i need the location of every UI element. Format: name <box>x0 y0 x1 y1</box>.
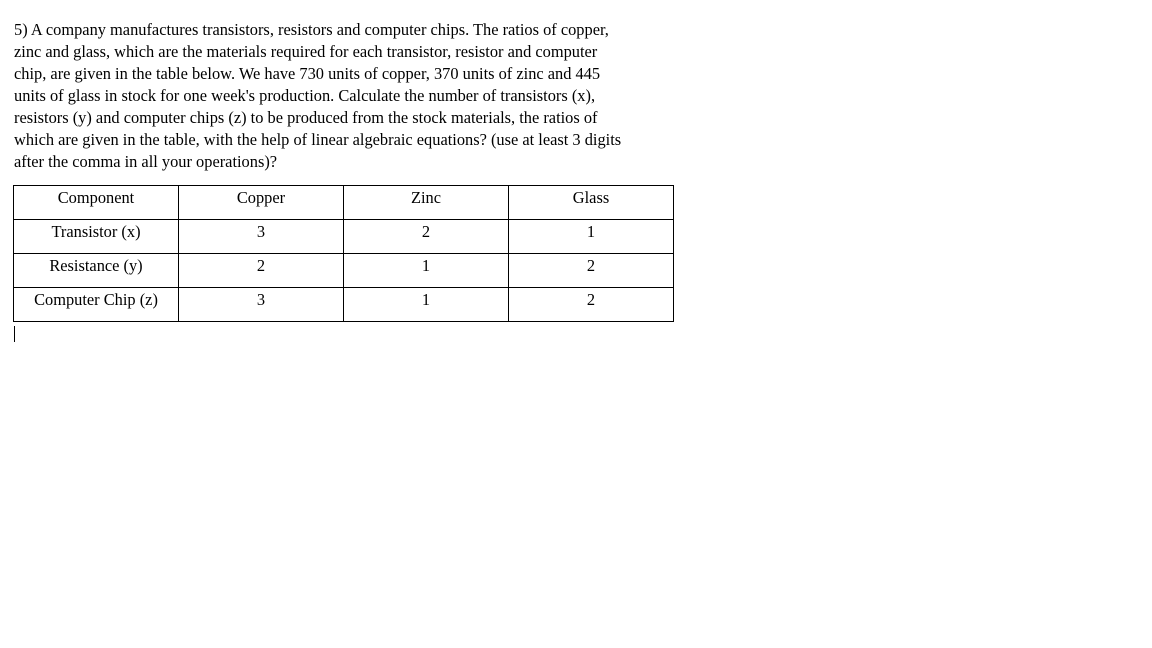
header-cell-glass: Glass <box>509 186 674 220</box>
table-row <box>14 254 674 288</box>
table-cell: 3 <box>179 220 344 254</box>
table-cell: 2 <box>179 254 344 288</box>
table-row <box>14 220 674 254</box>
table-cell: Computer Chip (z) <box>14 288 179 322</box>
table-cell: Resistance (y) <box>14 254 179 288</box>
table-cell: 3 <box>179 288 344 322</box>
header-cell-zinc: Zinc <box>344 186 509 220</box>
question-line: after the comma in all your operations)? <box>14 152 278 171</box>
material-ratios-table <box>13 185 674 322</box>
question-line: resistors (y) and computer chips (z) to be produced from the stock materials, the ratios of <box>14 108 598 127</box>
table-header-row <box>14 186 674 220</box>
question-line: 5) A company manufactures transistors, resistors and computer chips. The ratios of copper, <box>14 20 609 39</box>
question-line: chip, are given in the table below. We have 730 units of copper, 370 units of zinc and 445 <box>14 64 601 83</box>
table-cell: Transistor (x) <box>14 220 179 254</box>
question-text <box>14 19 679 173</box>
table-cell: 2 <box>344 220 509 254</box>
table-cell: 2 <box>509 254 674 288</box>
table-cell: 2 <box>509 288 674 322</box>
table-cell: 1 <box>344 254 509 288</box>
table-cell: 1 <box>509 220 674 254</box>
header-cell-component: Component <box>14 186 179 220</box>
table-row <box>14 288 674 322</box>
question-line: units of glass in stock for one week's production. Calculate the number of transistors (x), <box>14 86 596 105</box>
text-cursor[interactable] <box>14 326 15 342</box>
question-line: zinc and glass, which are the materials required for each transistor, resistor and computer <box>14 42 598 61</box>
header-cell-copper: Copper <box>179 186 344 220</box>
table-cell: 1 <box>344 288 509 322</box>
question-line: which are given in the table, with the help of linear algebraic equations? (use at least 3 digits <box>14 130 622 149</box>
